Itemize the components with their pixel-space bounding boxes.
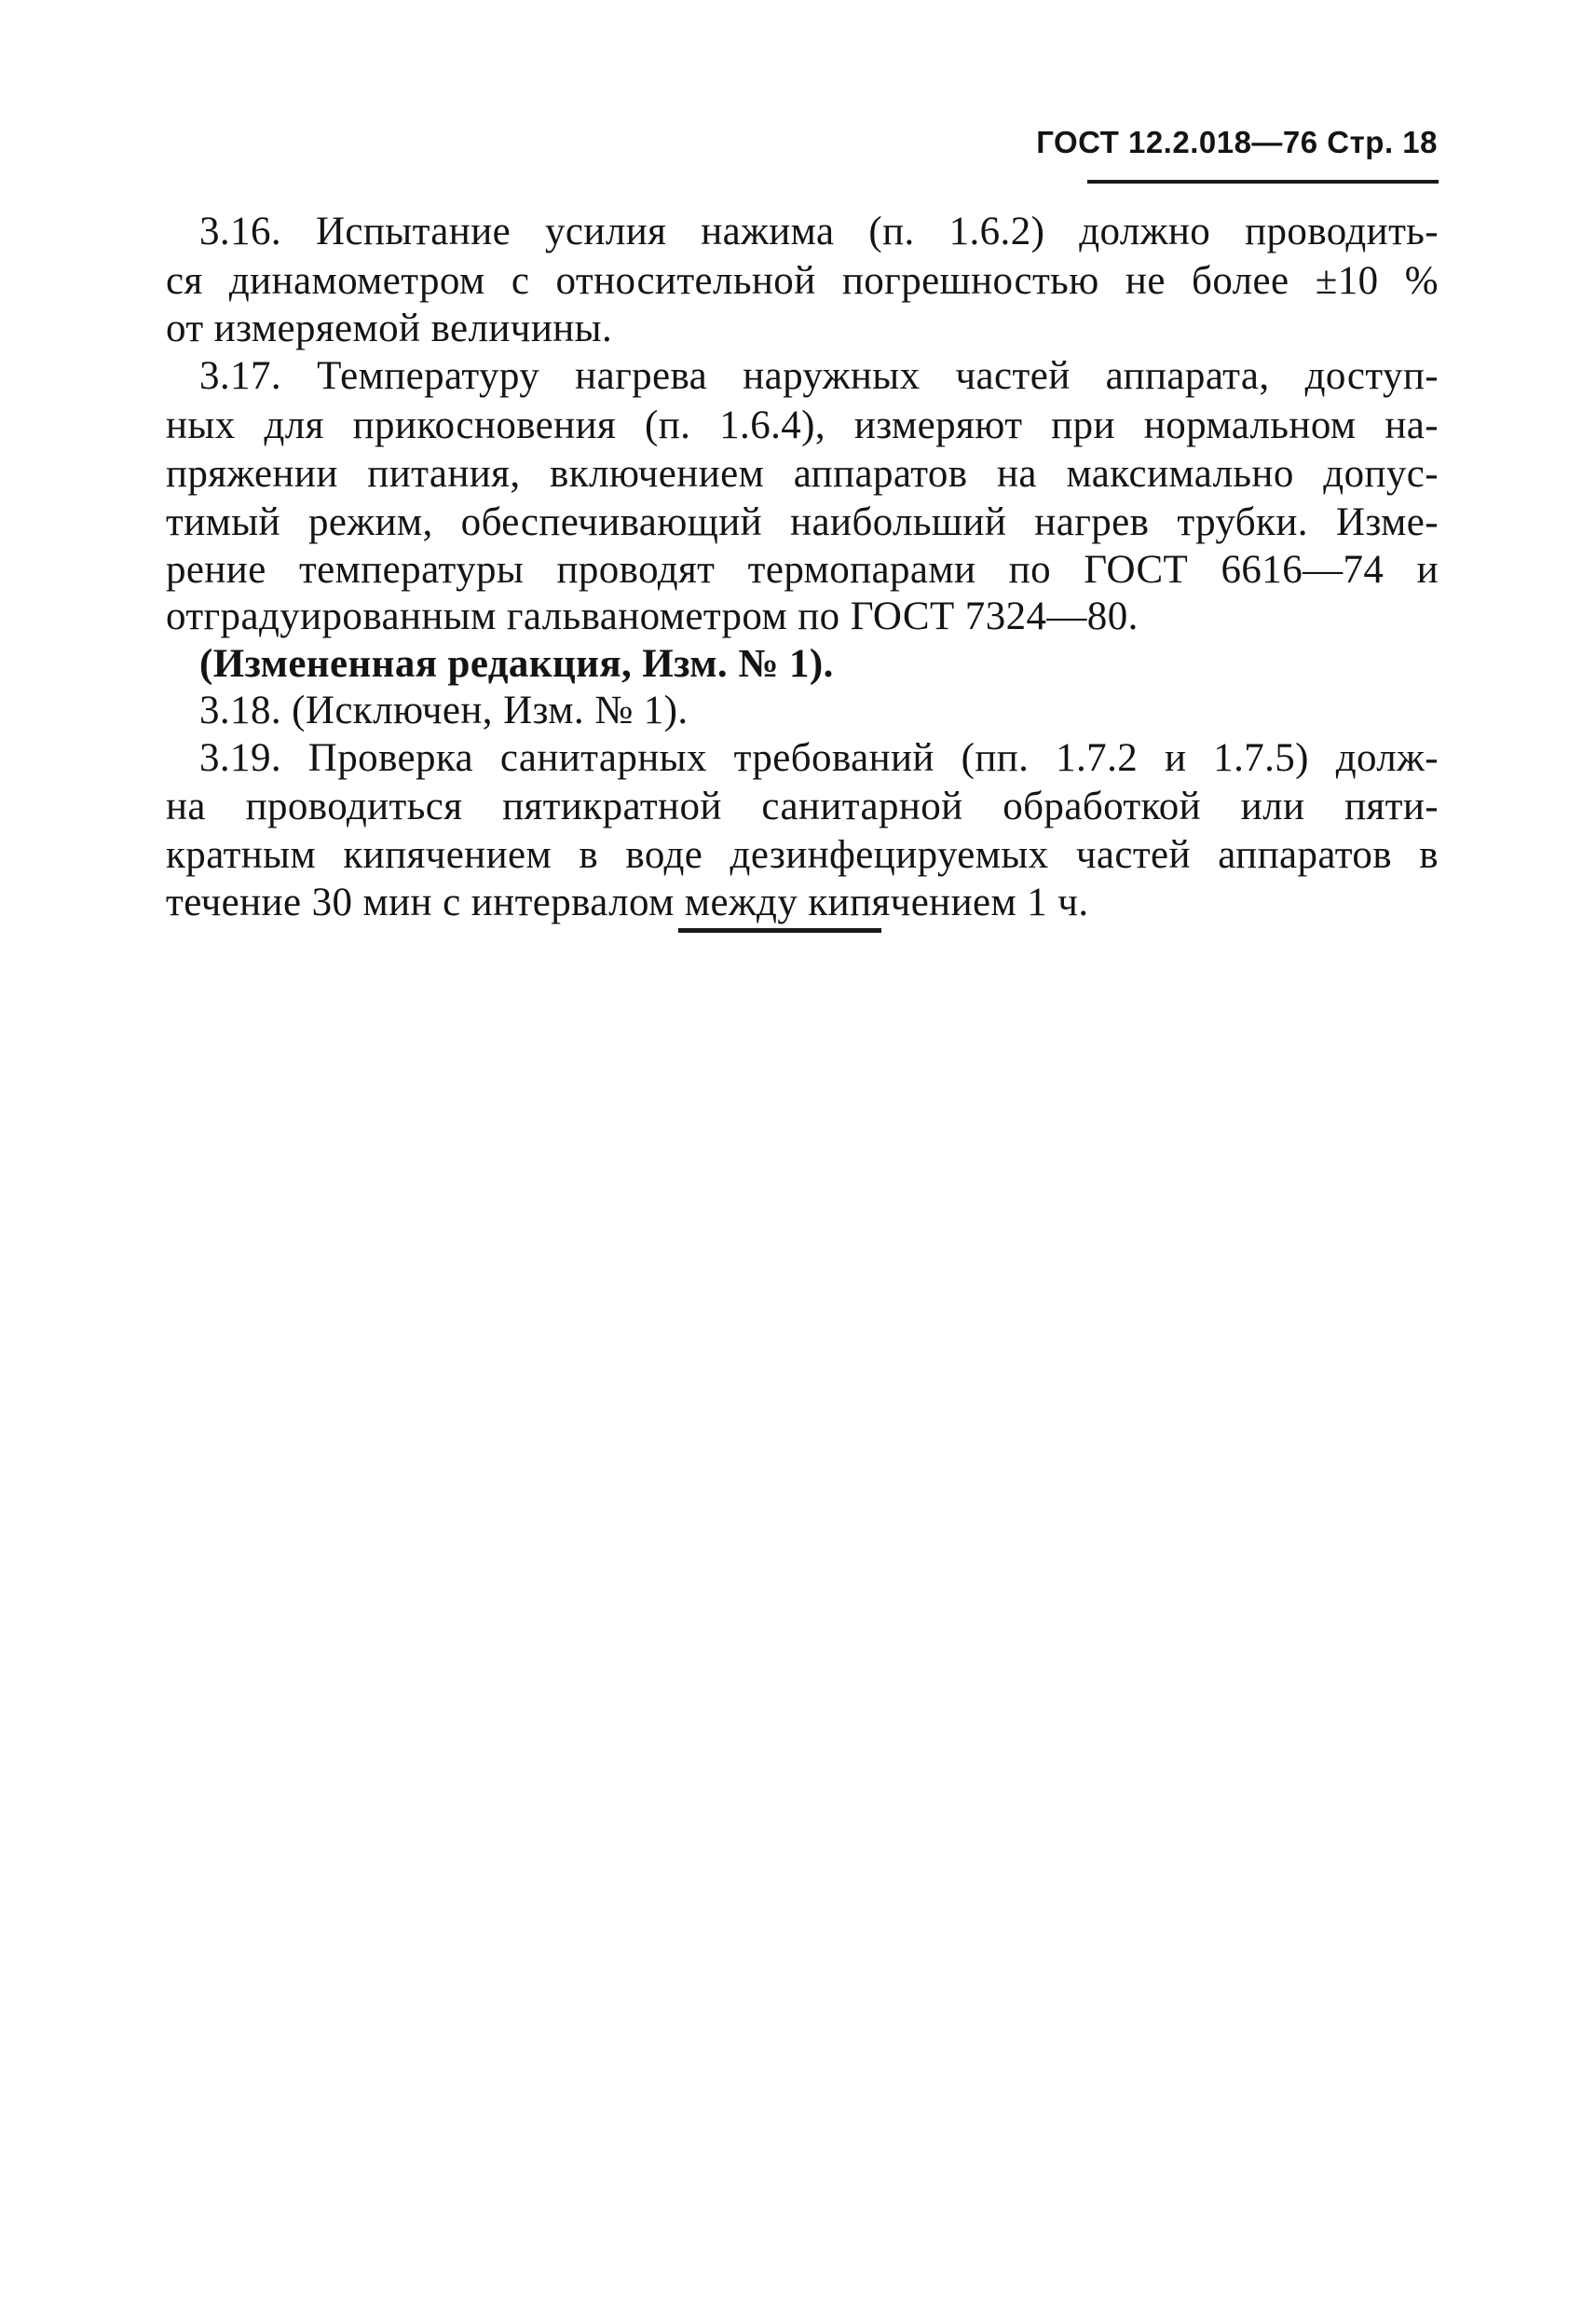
paragraph-3-16-line-1: 3.16. Испытание усилия нажима (п. 1.6.2) должно проводить- xyxy=(199,210,1439,253)
paragraph-3-17-line-4: тимый режим, обеспечивающий наибольший нагрев трубки. Изме- xyxy=(166,500,1439,544)
paragraph-3-19-line-2: на проводиться пятикратной санитарной обработкой или пяти- xyxy=(166,785,1439,828)
paragraph-3-17-line-1: 3.17. Температуру нагрева наружных частей аппарата, доступ- xyxy=(199,354,1439,398)
paragraph-3-19-line-3: кратным кипячением в воде дезинфецируемых частей аппаратов в xyxy=(166,833,1439,877)
paragraph-3-17-line-3: пряжении питания, включением аппаратов на максимально допус- xyxy=(166,452,1439,496)
amendment-note: (Измененная редакция, Изм. № 1). xyxy=(199,642,834,686)
paragraph-3-16-line-2: ся динамометром с относительной погрешностью не более ±10 % xyxy=(166,259,1439,303)
paragraph-3-17-line-2: ных для прикосновения (п. 1.6.4), измеряют при нормальном на- xyxy=(166,403,1439,447)
end-of-text-rule xyxy=(678,928,881,933)
paragraph-3-19-line-4: течение 30 мин с интервалом между кипячением 1 ч. xyxy=(166,881,1089,924)
paragraph-3-17-line-6: отградуированным гальванометром по ГОСТ 7324—80. xyxy=(166,595,1139,638)
paragraph-3-18: 3.18. (Исключен, Изм. № 1). xyxy=(199,689,689,732)
paragraph-3-17-line-5: рение температуры проводят термопарами по ГОСТ 6616—74 и xyxy=(166,548,1439,592)
page-header: ГОСТ 12.2.018—76 Стр. 18 xyxy=(1036,125,1438,159)
header-underline xyxy=(1087,180,1439,184)
paragraph-3-19-line-1: 3.19. Проверка санитарных требований (пп. 1.7.2 и 1.7.5) долж- xyxy=(199,736,1439,780)
paragraph-3-16-line-3: от измеряемой величины. xyxy=(166,307,613,350)
